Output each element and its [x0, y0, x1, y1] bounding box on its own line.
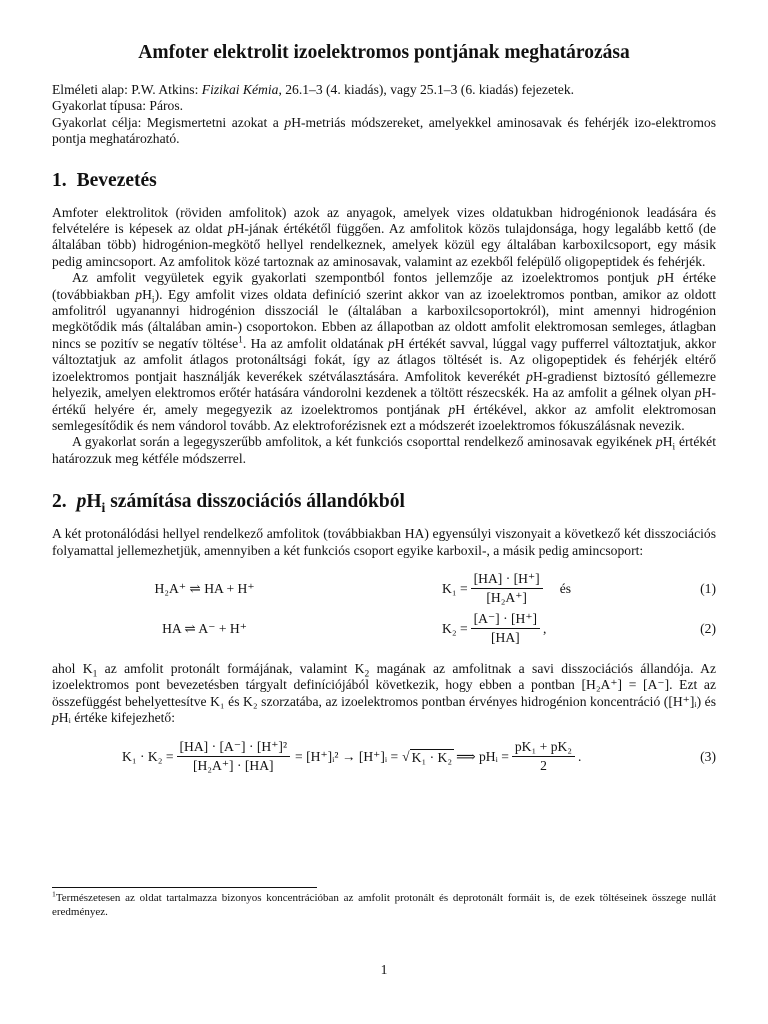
section-1-paragraph-2: Az amfolit vegyületek egyik gyakorlati szempontból fontos jellemzője az izoelektromos pontjuk pH értéke (továbbiakban $pH_i$). Egy amfolit vizes oldata definíció szerint akkor van az izoelektromos pontban, amikor az oldott amfolitról ugyanannyi hidrogénion disszociál le (általában a karboxilcsoportokról), mint amennyi hidrogénion megkötődik más (általában amin-) csoportokon. Ebben az állapotban az oldott amfolit elektromosan semleges, átlagban nincs se pozitív se negatív töltése$^1$. Ha az amfolit oldatának pH értékét savval, lúggal vagy pufferrel változtatjuk, akkor változtatjuk az amfolit átlagos protonáltsági fokát, így az átlagos töltését is. Az oligopeptidek és fehérjék eltérő izoelektromos pontjait használják keverékek szétválasztására. Amfolitok keverékét pH-gradienst biztosító géllemezre helyezik, amelyen elektromos erőtér hatására vándorolni kezdenek a töltött részecskék. Ha az amfolit a gélnek olyan pH-értékű helyére ér, amely megegyezik az izoelektromos pontjának pH értékével, akkor az amfolit elektromosan semlegesítődik és nem vándorol tovább. Az elektroforézisnek ezt a módszerét izoelektromos fókuszálásnak nevezik. — [52, 270, 716, 433]
meta-theory: Elméleti alap: P.W. Atkins: Fizikai Kémia, 26.1–3 (4. kiadás), vagy 25.1–3 (6. kiadás) fejezetek. — [52, 82, 575, 97]
footnote-ref: 1 — [238, 335, 243, 346]
equation-1-reaction: H₂A⁺ ⇌ HA + H⁺ — [154, 580, 255, 596]
footnote: $^1$Természetesen az oldat tartalmazza bizonyos koncentrációban az amfolit protonált és deprotonált formáit is, de ezek töltéseinek összege nullát eredményez. — [52, 889, 716, 918]
equation-2-reaction: HA ⇌ A⁻ + H⁺ — [162, 620, 247, 636]
section-1-paragraph-1: Amfoter elektrolitok (röviden amfolitok) azok az anyagok, amelyek vizes oldatukban hidrogénionok leadására és felvételére is képesek az oldat pH-jának értékétől függően. Az amfolitok közös tulajdonsága, hogy legalább kettő (de általában több) hidrogénion-megkötő hellyel rendelkeznek, amelyek közül egy általában karboxilcsoport, egy másik pedig amincsoport. Az amfolitok közé tartoznak az aminosavak, valamint az ezekből felépülő oligopeptidek és fehérjék. — [52, 204, 717, 269]
section-1-heading: 1. Bevezetés — [52, 169, 157, 191]
equation-1-number: (1) — [700, 580, 716, 596]
equation-2-number: (2) — [700, 620, 716, 636]
equation-2-fraction: $\frac{[A^-] \cdot [H^+]}{[HA]}$ — [471, 611, 540, 646]
section-2-paragraph-2: ahol $K_1$ az amfolit protonált formájának, valamint $K_2$ magának az amfolitnak a savi disszociációs állandója. Az izoelektromos pont bevezetésben tárgyalt definíciójából következik, hogy ebben a pontban [H₂A⁺] = [A⁻]. Ezt az összefüggést behelyettesítve K₁ és K₂ szorzatába, az izoelektromos pontban érvényes hidrogénion koncentráció ([H⁺]ᵢ) és pHᵢ értéke kifejezhető: — [52, 660, 717, 726]
section-2-paragraph-1: A két protonálódási hellyel rendelkező amfolitok (továbbiakban HA) egyensúlyi viszonyait a következő két disszociációs folyamattal jellemezhetjük, amennyiben a két funkciós csoport egyike karboxil-, a másik pedig amincsoport: — [52, 526, 716, 558]
page-content — [52, 40, 716, 779]
section-2-heading: 2. $pH_i$ számítása disszociációs állandókból — [52, 491, 405, 516]
footnote-rule — [52, 887, 317, 888]
equation-2 — [52, 609, 716, 649]
square-root: √ K₁ · K₂ — [402, 748, 453, 765]
meta-type: Gyakorlat típusa: Páros. — [52, 98, 184, 114]
meta-block — [52, 82, 716, 148]
equation-3-fraction-2: $\frac{\text{pK₁ + pK₂}}{2}$ — [512, 739, 575, 774]
document-title: Amfoter elektrolit izoelektromos pontjának meghatározása — [138, 42, 630, 63]
equation-3-fraction-1: $\frac{\text{[HA] · [A⁻] · [H⁺]²}}{\text{[H₂A⁺] · [HA]}}$ — [177, 739, 291, 774]
equation-3-number: (3) — [700, 748, 716, 764]
equation-1 — [52, 569, 716, 609]
equation-2-constant: K₂ = $\frac{[A^-] \cdot [H^+]}{[HA]}$ , — [442, 611, 547, 646]
page-number: 1 — [380, 962, 388, 977]
equation-1-constant: K₁ = $\frac{[HA] \cdot [H^+]}{\text{[H₂A⁺]}}$ és — [442, 571, 572, 606]
meta-goal: Gyakorlat célja: Megismertetni azokat a pH-metriás módszereket, amelyekkel aminosavak és fehérjék izo-elektromos pontja meghatározható. — [52, 114, 717, 147]
equation-1-fraction: $\frac{[HA] \cdot [H^+]}{\text{[H₂A⁺]}}$ — [471, 571, 543, 606]
equation-3: K₁ · K₂ = $\frac{\text{[HA] · [A⁻] · [H⁺]²}}{\text{[H₂A⁺] · [HA]}}$ = [H⁺]ᵢ² → [H⁺]ᵢ = √ K₁ · K₂ ⟹ pHᵢ = $\frac{\text{pK₁ + pK₂}}{2}$ . (3) — [122, 739, 716, 774]
section-1-paragraph-3: A gyakorlat során a legegyszerűbb amfolitok, a két funkciós csoporttal rendelkező aminosavak egyikének $pH_i$ értékét határozzuk meg kétféle módszerrel. — [52, 434, 716, 466]
